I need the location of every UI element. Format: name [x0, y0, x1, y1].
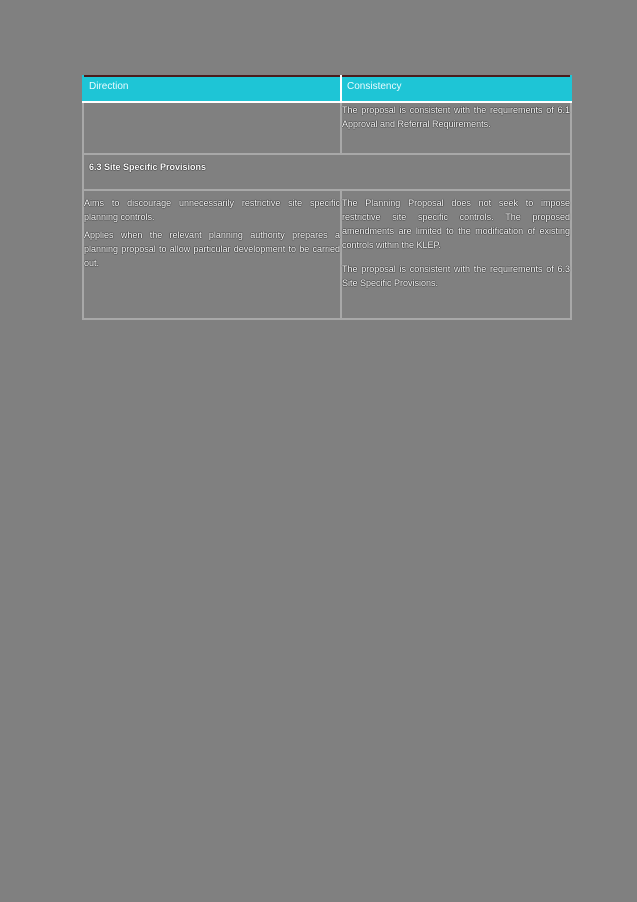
table-row [83, 190, 571, 319]
direction-text: Aims to discourage unnecessarily restrictive site specific planning controls. [84, 198, 340, 222]
direction-text: Applies when the relevant planning authority prepares a planning proposal to allow particular development to be carried out. [84, 230, 340, 268]
consistency-cell [341, 102, 571, 154]
consistency-cell [341, 190, 571, 319]
section-title: 6.3 Site Specific Provisions [83, 154, 571, 190]
consistency-table [82, 75, 572, 320]
consistency-text: The proposal is consistent with the requirements of 6.3 Site Specific Provisions. [342, 264, 570, 288]
section-row [83, 154, 571, 190]
direction-cell [83, 102, 341, 154]
header-consistency: Consistency [341, 76, 571, 102]
header-direction: Direction [83, 76, 341, 102]
consistency-text: The Planning Proposal does not seek to impose restrictive site specific controls. The proposed amendments are limited to the modification of existing controls within the KLEP. [342, 198, 570, 250]
table-header-row [83, 76, 571, 102]
direction-cell [83, 190, 341, 319]
consistency-text: The proposal is consistent with the requirements of 6.1 Approval and Referral Requirements. [342, 105, 570, 129]
table-row [83, 102, 571, 154]
